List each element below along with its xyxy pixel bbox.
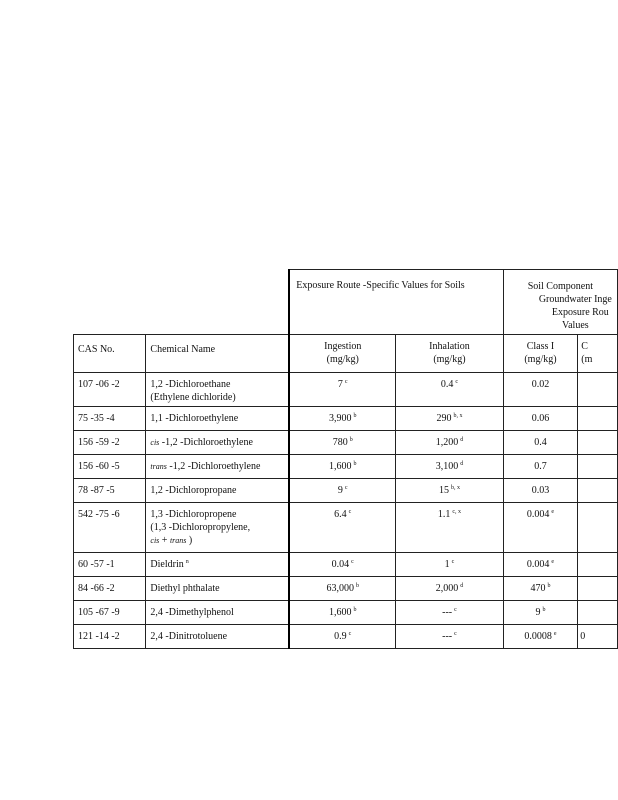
table-row: 107 -06 -2 1,2 -Dichloroethane (Ethylene dichloride) 7 $^c$ 0.4 $^c$ 0.02 xyxy=(74,373,618,407)
chemical-name-header: Chemical Name xyxy=(146,335,289,373)
column-header-row xyxy=(74,335,618,373)
table-row: 121 -14 -2 2,4 -Dinitrotoluene 0.9 $^c$ --- $^c$ 0.0008 $^e$ 0 xyxy=(74,625,618,649)
exposure-route-group-header xyxy=(289,270,503,335)
table-row: 156 -60 -5 trans -1,2 -Dichloroethylene 1,600 $^b$ 3,100 $^d$ 0.7 xyxy=(74,455,618,479)
table-row: 75 -35 -4 1,1 -Dichloroethylene 3,900 $^b$ 290 $^{b, x}$ 0.06 xyxy=(74,407,618,431)
table-row: 60 -57 -1 Dieldrin $^n$ 0.04 $^c$ 1 $^c$ 0.004 $^e$ xyxy=(74,553,618,577)
soil-component-line-3: Exposure Rou xyxy=(551,307,609,318)
table-row: 105 -67 -9 2,4 -Dimethylphenol 1,600 $^b$ --- $^c$ 9 $^b$ xyxy=(74,601,618,625)
inhalation-header: Inhalation (mg/kg) xyxy=(396,335,503,373)
ingestion-header: Ingestion (mg/kg) xyxy=(289,335,395,373)
soil-component-line-4: Values xyxy=(562,320,589,331)
table-row: 78 -87 -5 1,2 -Dichloropropane 9 $^c$ 15 $^{b, x}$ 0.03 xyxy=(74,479,618,503)
group-header-row xyxy=(74,270,618,335)
soil-component-line-2: Groundwater Inge xyxy=(538,294,612,305)
chemical-values-table xyxy=(73,269,618,649)
table-row: 84 -66 -2 Diethyl phthalate 63,000 $^b$ 2,000 $^d$ 470 $^b$ xyxy=(74,577,618,601)
cas-header: CAS No. xyxy=(74,335,146,373)
class-ii-header: C (m xyxy=(578,335,618,373)
table-row: 156 -59 -2 cis -1,2 -Dichloroethylene 780 $^b$ 1,200 $^d$ 0.4 xyxy=(74,431,618,455)
exposure-route-group-title: Exposure Route -Specific Values for Soils xyxy=(296,280,465,291)
soil-component-line-1: Soil Component xyxy=(527,281,593,292)
class-i-header: Class I (mg/kg) xyxy=(503,335,578,373)
table-row: 542 -75 -6 1,3 -Dichloropropene (1,3 -Dichloropropylene, cis + trans ) 6.4 $^c$ 1.1 $^{c, x}$ 0.004 $^e$ xyxy=(74,503,618,553)
soil-component-group-header xyxy=(503,270,617,335)
